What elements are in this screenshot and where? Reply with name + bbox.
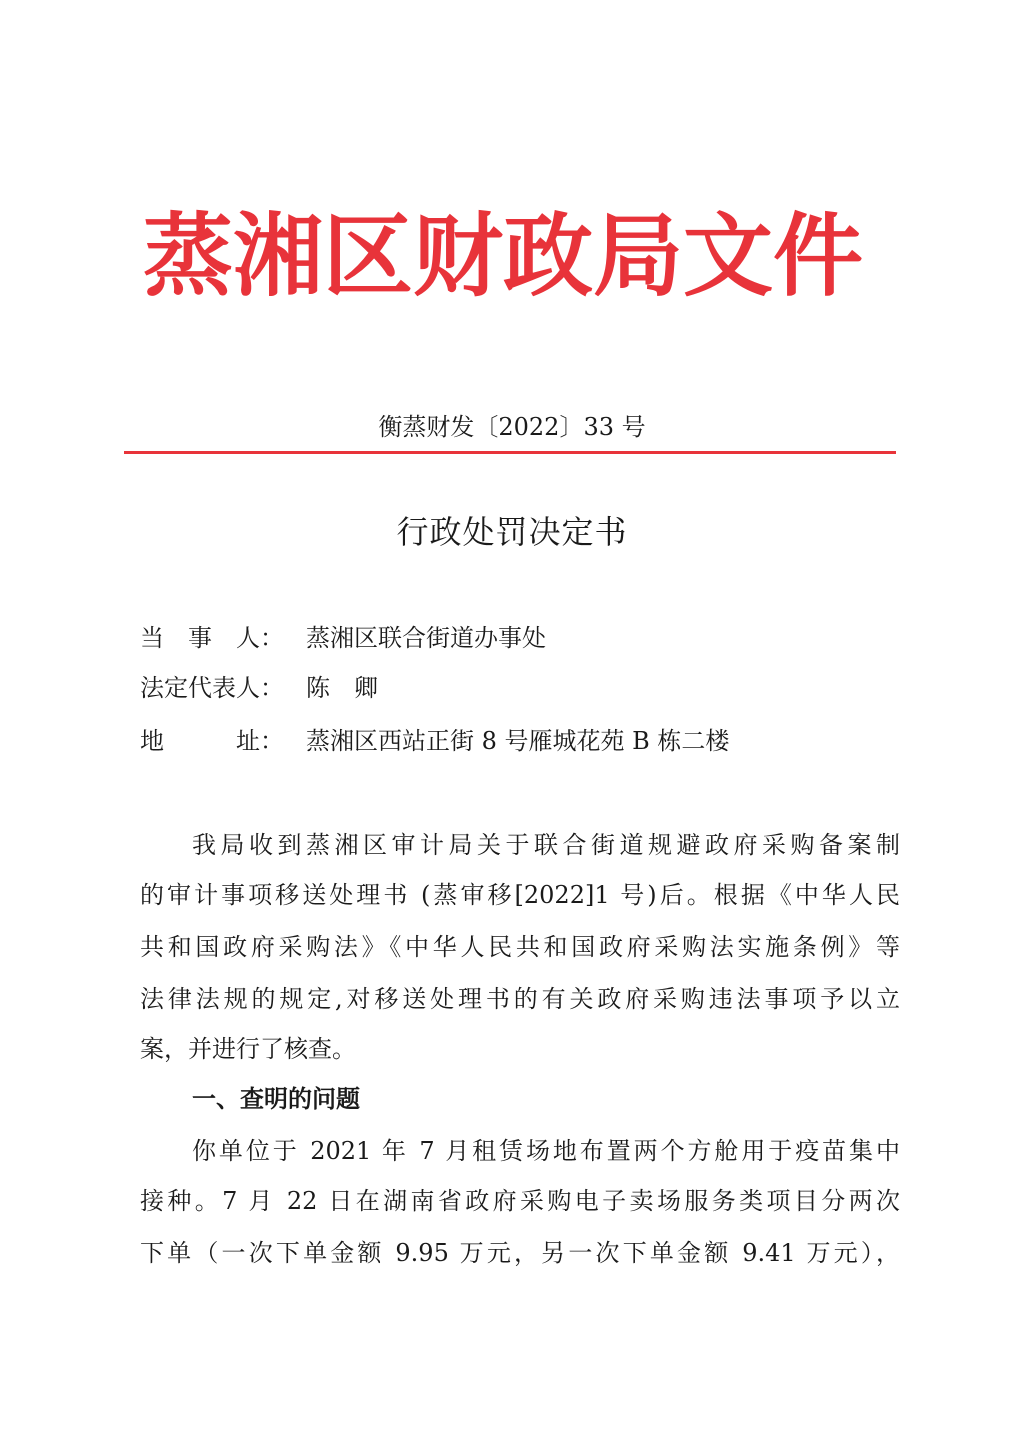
party-row-representative [140,668,378,708]
party-row-name [140,618,546,658]
party-name-label: 当 事 人： [140,624,284,652]
paragraph2-line: 下单（一次下单金额 9.95 万元，另一次下单金额 9.41 万元）， [140,1239,900,1267]
document-number: 衡蒸财发〔2022〕33 号 [378,413,646,441]
paragraph1-line: 案，并进行了核查。 [140,1035,356,1063]
party-name-value: 蒸湘区联合街道办事处 [306,624,546,652]
address-label: 地 址： [140,727,284,755]
paragraph1-line: 法律法规的规定,对移送处理书的有关政府采购违法事项予以立 [140,985,900,1013]
paragraph1-line: 的审计事项移送处理书 (蒸审移[2022]1 号)后。根据《中华人民 [140,881,900,909]
representative-value: 陈 卿 [306,674,378,702]
header-divider [124,451,896,454]
paragraph2-line: 接种。7 月 22 日在湖南省政府采购电子卖场服务类项目分两次 [140,1187,900,1215]
paragraph2-line: 你单位于 2021 年 7 月租赁场地布置两个方舱用于疫苗集中 [192,1137,900,1165]
paragraph1-line: 共和国政府采购法》《中华人民共和国政府采购法实施条例》等 [140,933,900,961]
paragraph1-line: 我局收到蒸湘区审计局关于联合街道规避政府采购备案制 [192,831,900,859]
section-heading: 一、查明的问题 [192,1085,360,1113]
representative-label: 法定代表人： [140,674,284,702]
decision-title: 行政处罚决定书 [396,513,628,551]
party-row-address [140,721,729,761]
document-header-title: 蒸湘区财政局文件 [143,204,863,309]
address-value: 蒸湘区西站正街 8 号雁城花苑 B 栋二楼 [306,727,730,755]
